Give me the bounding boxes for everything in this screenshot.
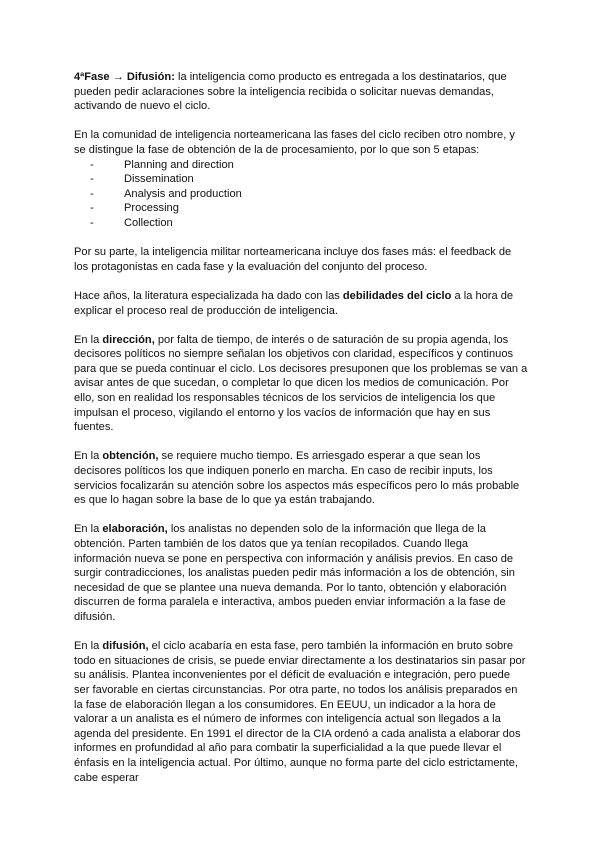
weakness-text-before: Hace años, la literatura especializada ha dado con las xyxy=(74,289,343,302)
weakness-bold: debilidades del ciclo xyxy=(342,289,452,302)
diffusion-paragraph xyxy=(74,639,528,785)
direction-paragraph xyxy=(74,333,528,435)
obtention-text-before: En la xyxy=(74,450,103,463)
weakness-paragraph xyxy=(74,289,528,318)
stages-list xyxy=(74,158,528,231)
stage-label: Collection xyxy=(124,216,173,229)
list-item xyxy=(90,216,528,231)
stage-label: Planning and direction xyxy=(124,158,234,171)
stage-label: Analysis and production xyxy=(124,187,242,200)
weakness-text-after: a la hora de explicar el proceso real de producción de inteligencia. xyxy=(74,289,514,317)
obtention-text-after: se requiere mucho tiempo. Es arriesgado esperar a que sean los decisores políticos los que indiquen ponerlo en marcha. En caso de recibir inputs, los servicios focalizarán su atención sobre los aspectos más específicos pero lo más probable es que lo hagan sobre la base de lo que ya están trabajando. xyxy=(74,450,520,507)
intro-lead-bold: 4ªFase → Difusión: xyxy=(74,71,175,83)
intro-paragraph xyxy=(74,70,528,114)
military-paragraph xyxy=(74,245,528,274)
obtention-bold: obtención, xyxy=(102,450,159,463)
list-dash: - xyxy=(90,202,94,215)
intro-text: la inteligencia como producto es entregada a los destinatarios, que pueden pedir aclaraciones sobre la inteligencia recibida o solicitar nuevas demandas, activando de nuevo el ciclo. xyxy=(74,71,507,113)
elaboration-text-after: los analistas no dependen solo de la información que llega de la obtención. Parten también de los datos que ya tenían recopilados. Cuando llega información nueva se pone en perspectiva con información y análisis previos. En caso de surgir contradicciones, los analistas pueden pedir más información a los de obtención, sin necesidad de que se plantee una nueva demanda. Por lo tanto, obtención y elaboración discurren de forma paralela e interactiva, ambos pueden enviar información a la fase de difusión. xyxy=(74,523,515,623)
military-text: Por su parte, la inteligencia militar norteamericana incluye dos fases más: el feedback de los protagonistas en cada fase y la evaluación del conjunto del proceso. xyxy=(74,246,512,273)
direction-text-after: por falta de tiempo, de interés o de saturación de su propia agenda, los decisores políticos no siempre señalan los objetivos con claridad, específicos y continuos para que se pueda continuar el ciclo. Los decisores presuponen que los problemas se van a avisar antes de que sucedan, o completar lo que dicen los medios de comunicación. Por ello, son en realidad los responsables técnicos de los servicios de inteligencia los que impulsan el proceso, vigilando el entorno y los vacíos de información que hay en sus fuentes. xyxy=(74,333,528,434)
stage-label: Dissemination xyxy=(124,173,194,186)
stage-label: Processing xyxy=(124,202,179,215)
community-text: En la comunidad de inteligencia norteamericana las fases del ciclo reciben otro nombre, y se distingue la fase de obtención de la de procesamiento, por lo que son 5 etapas: xyxy=(74,129,515,156)
list-dash: - xyxy=(90,216,94,229)
diffusion-text-after: el ciclo acabaría en esta fase, pero también la información en bruto sobre todo en situaciones de crisis, se puede enviar directamente a los destinatarios sin pasar por su análisis. Plantea inconvenientes por el déficit de evaluación e integración, pero puede ser favorable en ciertas circunstancias. Por otra parte, no todos los análisis preparados en la fase de elaboración llegan a los consumidores. En EEUU, un indicador a la hora de valorar a un analista es el número de informes con inteligencia actual son llegados a la agenda del presidente. En 1991 el director de la CIA ordenó a cada analista a elaborar dos informes en profundidad al año para combatir la superficialidad a la que puede llevar el énfasis en la inteligencia actual. Por último, aunque no forma parte del ciclo estrictamente, cabe esperar xyxy=(74,640,526,784)
document-page xyxy=(74,70,528,800)
elaboration-paragraph xyxy=(74,522,528,624)
direction-bold: dirección, xyxy=(102,333,155,346)
list-item xyxy=(90,172,528,187)
list-dash: - xyxy=(90,173,94,186)
list-item xyxy=(90,201,528,216)
diffusion-text-before: En la xyxy=(74,640,103,653)
obtention-paragraph xyxy=(74,449,528,507)
list-item xyxy=(90,187,528,202)
list-dash: - xyxy=(90,158,94,171)
community-paragraph xyxy=(74,128,528,157)
elaboration-text-before: En la xyxy=(74,523,103,536)
list-item xyxy=(90,158,528,173)
elaboration-bold: elaboración, xyxy=(102,523,168,536)
list-dash: - xyxy=(90,187,94,200)
diffusion-bold: difusión, xyxy=(102,640,149,653)
direction-text-before: En la xyxy=(74,333,103,346)
